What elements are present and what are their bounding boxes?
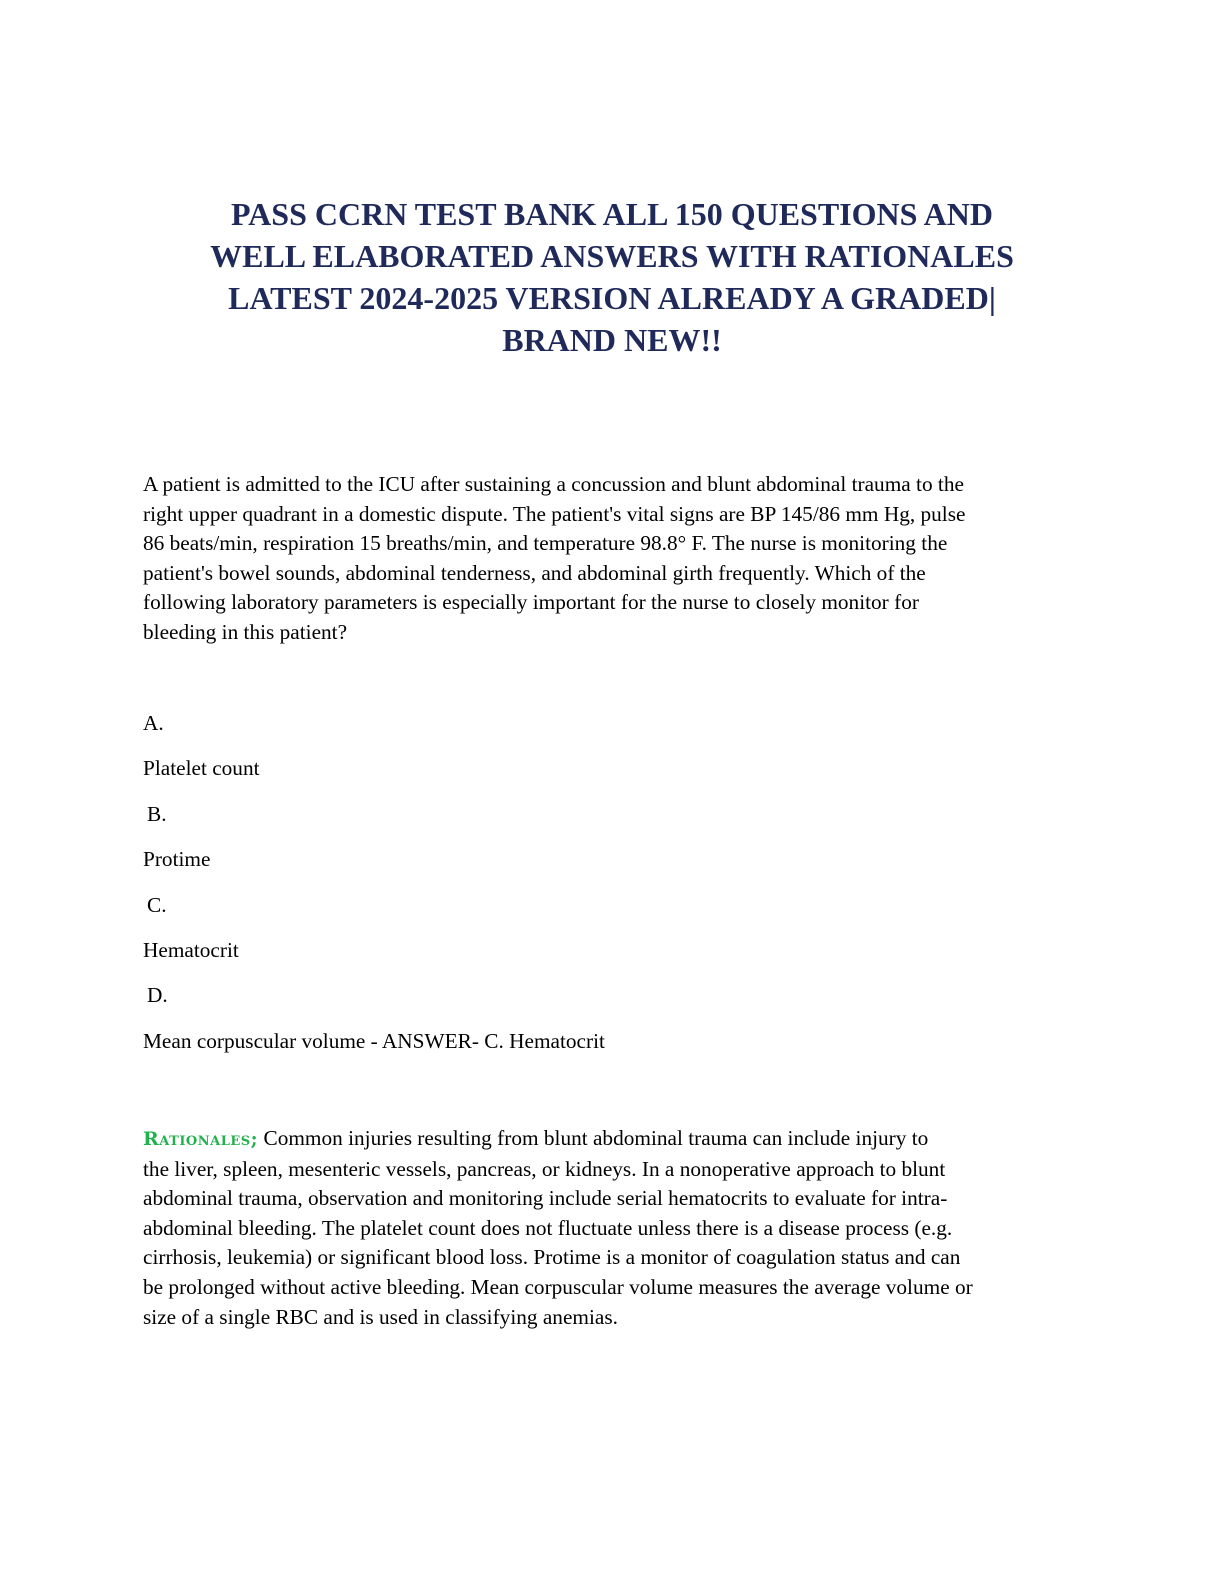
rationale-first-line [143, 1124, 1093, 1155]
rationale-line: be prolonged without active bleeding. Mean corpuscular volume measures the average volume or [143, 1274, 973, 1299]
question-line: following laboratory parameters is especially important for the nurse to closely monitor for [143, 590, 919, 615]
option-d-text-answer: Mean corpuscular volume - ANSWER- C. Hematocrit [143, 1029, 605, 1053]
rationale-block [143, 1124, 1093, 1332]
title-line: PASS CCRN TEST BANK ALL 150 QUESTIONS AND [231, 196, 993, 232]
title-line: LATEST 2024-2025 VERSION ALREADY A GRADED| [228, 280, 996, 316]
document-title [130, 193, 1094, 361]
rationale-line: the liver, spleen, mesenteric vessels, pancreas, or kidneys. In a nonoperative approach to blunt [143, 1156, 946, 1181]
rationale-line: abdominal trauma, observation and monitoring include serial hematocrits to evaluate for intra- [143, 1186, 948, 1211]
question-stem [143, 470, 1083, 648]
question-line: right upper quadrant in a domestic dispute. The patient's vital signs are BP 145/86 mm Hg, pulse [143, 501, 966, 526]
option-c-letter: C. [147, 893, 167, 917]
question-line: bleeding in this patient? [143, 619, 348, 644]
question-line: 86 beats/min, respiration 15 breaths/min, and temperature 98.8° F. The nurse is monitoring the [143, 531, 948, 556]
title-line: WELL ELABORATED ANSWERS WITH RATIONALES [210, 238, 1014, 274]
option-c-text: Hematocrit [143, 938, 239, 962]
rationale-line: cirrhosis, leukemia) or significant blood loss. Protime is a monitor of coagulation status and can [143, 1245, 961, 1270]
rationale-line: size of a single RBC and is used in classifying anemias. [143, 1304, 618, 1329]
question-line: A patient is admitted to the ICU after sustaining a concussion and blunt abdominal trauma to the [143, 472, 964, 496]
rationale-label: Rationales; [143, 1128, 259, 1150]
option-a-text: Platelet count [143, 756, 260, 780]
question-line: patient's bowel sounds, abdominal tenderness, and abdominal girth frequently. Which of the [143, 560, 926, 585]
option-a-letter: A. [143, 711, 164, 735]
title-line: BRAND NEW!! [502, 322, 722, 358]
rationale-first-text: Common injuries resulting from blunt abdominal trauma can include injury to [258, 1126, 929, 1150]
option-d-letter: D. [147, 983, 168, 1007]
option-b-text: Protime [143, 847, 211, 871]
option-b-letter: B. [147, 802, 167, 826]
rationale-line: abdominal bleeding. The platelet count does not fluctuate unless there is a disease process (e.g. [143, 1215, 953, 1240]
